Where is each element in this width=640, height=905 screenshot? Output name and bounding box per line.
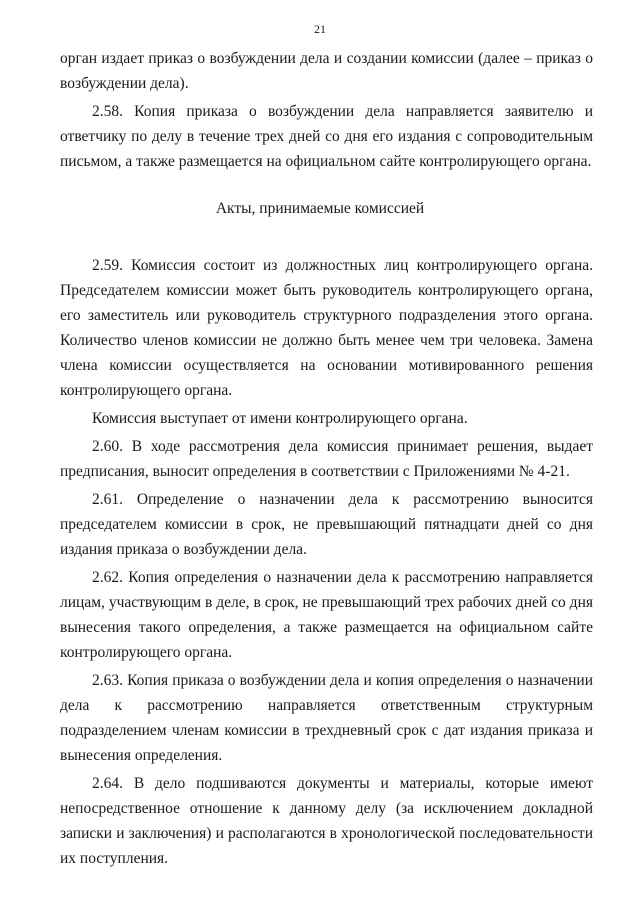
- section-heading: Акты, принимаемые комиссией: [215, 200, 425, 217]
- main-text-block: [60, 253, 593, 871]
- paragraph-2-61: 2.61. Определение о назначении дела к рассмотрению выносится председателем комиссии в срок, не превышающий пятнадцати дней со дня издания приказа о возбуждении дела.: [60, 491, 593, 558]
- paragraph-2-59: 2.59. Комиссия состоит из должностных лиц контролирующего органа. Председателем комиссии может быть руководитель контролирующего органа, его заместитель или руководитель структурного подразделения этого органа. Количество членов комиссии не должно быть менее чем три человека. Замена члена комиссии осуществляется на основании мотивированного решения контролирующего органа.: [60, 257, 593, 399]
- page-number: 21: [314, 22, 326, 36]
- paragraph-continuation: орган издает приказ о возбуждении дела и создании комиссии (далее – приказ о возбуждении дела).: [60, 50, 593, 92]
- paragraph-2-64: 2.64. В дело подшиваются документы и материалы, которые имеют непосредственное отношение к данному делу (за исключением докладной записки и заключения) и располагаются в хронологической последовательности их поступления.: [60, 775, 593, 867]
- paragraph-commission-acts: Комиссия выступает от имени контролирующего органа.: [92, 410, 468, 427]
- paragraph-2-58: 2.58. Копия приказа о возбуждении дела направляется заявителю и ответчику по делу в течение трех дней со дня его издания с сопроводительным письмом, а также размещается на официальном сайте контролирующего органа.: [60, 103, 593, 170]
- paragraph-2-62: 2.62. Копия определения о назначении дела к рассмотрению направляется лицам, участвующим в деле, в срок, не превышающий трех рабочих дней со дня вынесения такого определения, а также размещается на официальном сайте контролирующего органа.: [60, 569, 593, 661]
- top-text-block: [60, 46, 593, 174]
- paragraph-2-60: 2.60. В ходе рассмотрения дела комиссия принимает решения, выдает предписания, выносит определения в соответствии с Приложениями № 4-21.: [60, 438, 593, 480]
- paragraph-2-63: 2.63. Копия приказа о возбуждении дела и копия определения о назначении дела к рассмотрению направляется ответственным структурным подразделением членам комиссии в трехдневный срок с дат издания приказа и вынесения определения.: [60, 672, 593, 764]
